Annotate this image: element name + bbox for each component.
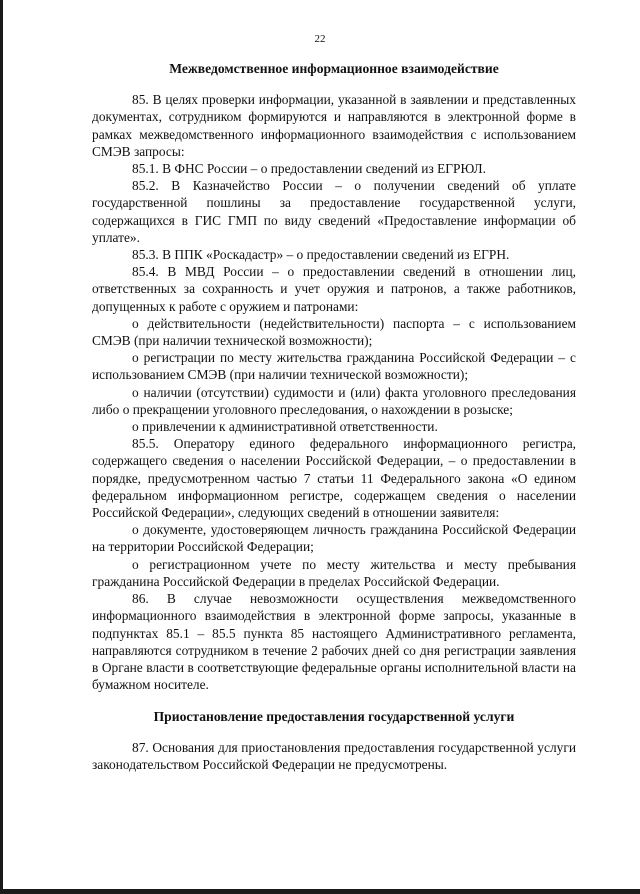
paragraph-87: 87. Основания для приостановления предоставления государственной услуги законодательством Российской Федерации не предусмотрены. [92,739,576,772]
paragraph-85: 85. В целях проверки информации, указанной в заявлении и представленных документах, сотрудником формируются и направляются в электронной форме в рамках межведомственного информационного взаимодействия с использованием СМЭВ запросы: [92,92,576,159]
paragraph-85-2: 85.2. В Казначейство России – о получении сведений об уплате государственной пошлины за предоставление государственной услуги, содержащихся в ГИС ГМП по виду сведений «Предоставление информации об уплате». [92,178,576,245]
document-body [92,60,576,773]
list-item-criminal-record: о наличии (отсутствии) судимости и (или) факта уголовного преследования либо о прекращении уголовного преследования, о нахождении в розыске; [92,384,576,417]
section-heading-suspension: Приостановление предоставления государственной услуги [153,709,515,725]
list-item-registration: о регистрации по месту жительства гражданина Российской Федерации – с использованием СМЭВ (при наличии технической возможности); [92,350,576,383]
paragraph-85-1: 85.1. В ФНС России – о предоставлении сведений из ЕГРЮЛ. [132,161,486,177]
scan-edge-bottom [0,889,640,894]
paragraph-85-5: 85.5. Оператору единого федерального информационного регистра, содержащего сведения о населении Российской Федерации, – о предоставлении в порядке, предусмотренном частью 7 статьи 11 Федерального закона «О едином федеральном информационном регистре, содержащем сведения о населении Российской Федерации», следующих сведений в отношении заявителя: [92,436,576,521]
section-heading-interagency: Межведомственное информационное взаимодействие [169,61,499,76]
paragraph-86: 86. В случае невозможности осуществления межведомственного информационного взаимодействия в электронной форме запросы, указанные в подпунктах 85.1 – 85.5 пункта 85 настоящего Административного регламента, направляются сотрудником в течение 2 рабочих дней со дня регистрации заявления в Органе власти в соответствующие федеральные органы исполнительной власти на бумажном носителе. [92,591,576,693]
list-item-administrative: о привлечении к административной ответственности. [132,419,438,435]
scan-edge-left [0,0,3,894]
list-item-passport: о действительности (недействительности) паспорта – с использованием СМЭВ (при наличии технической возможности); [92,315,576,349]
paragraph-85-3: 85.3. В ППК «Роскадастр» – о предоставлении сведений из ЕГРН. [132,247,510,263]
paragraph-85-4: 85.4. В МВД России – о предоставлении сведений в отношении лиц, ответственных за сохранность и учет оружия и патронов, а также работников, допущенных к работе с оружием и патронами: [92,264,576,314]
list-item-identity-document: о документе, удостоверяющем личность гражданина Российской Федерации на территории Российской Федерации; [92,522,576,555]
list-item-residence-registration: о регистрационном учете по месту жительства и месту пребывания гражданина Российской Федерации в пределах Российской Федерации. [92,556,576,589]
page-number: 22 [314,33,326,45]
